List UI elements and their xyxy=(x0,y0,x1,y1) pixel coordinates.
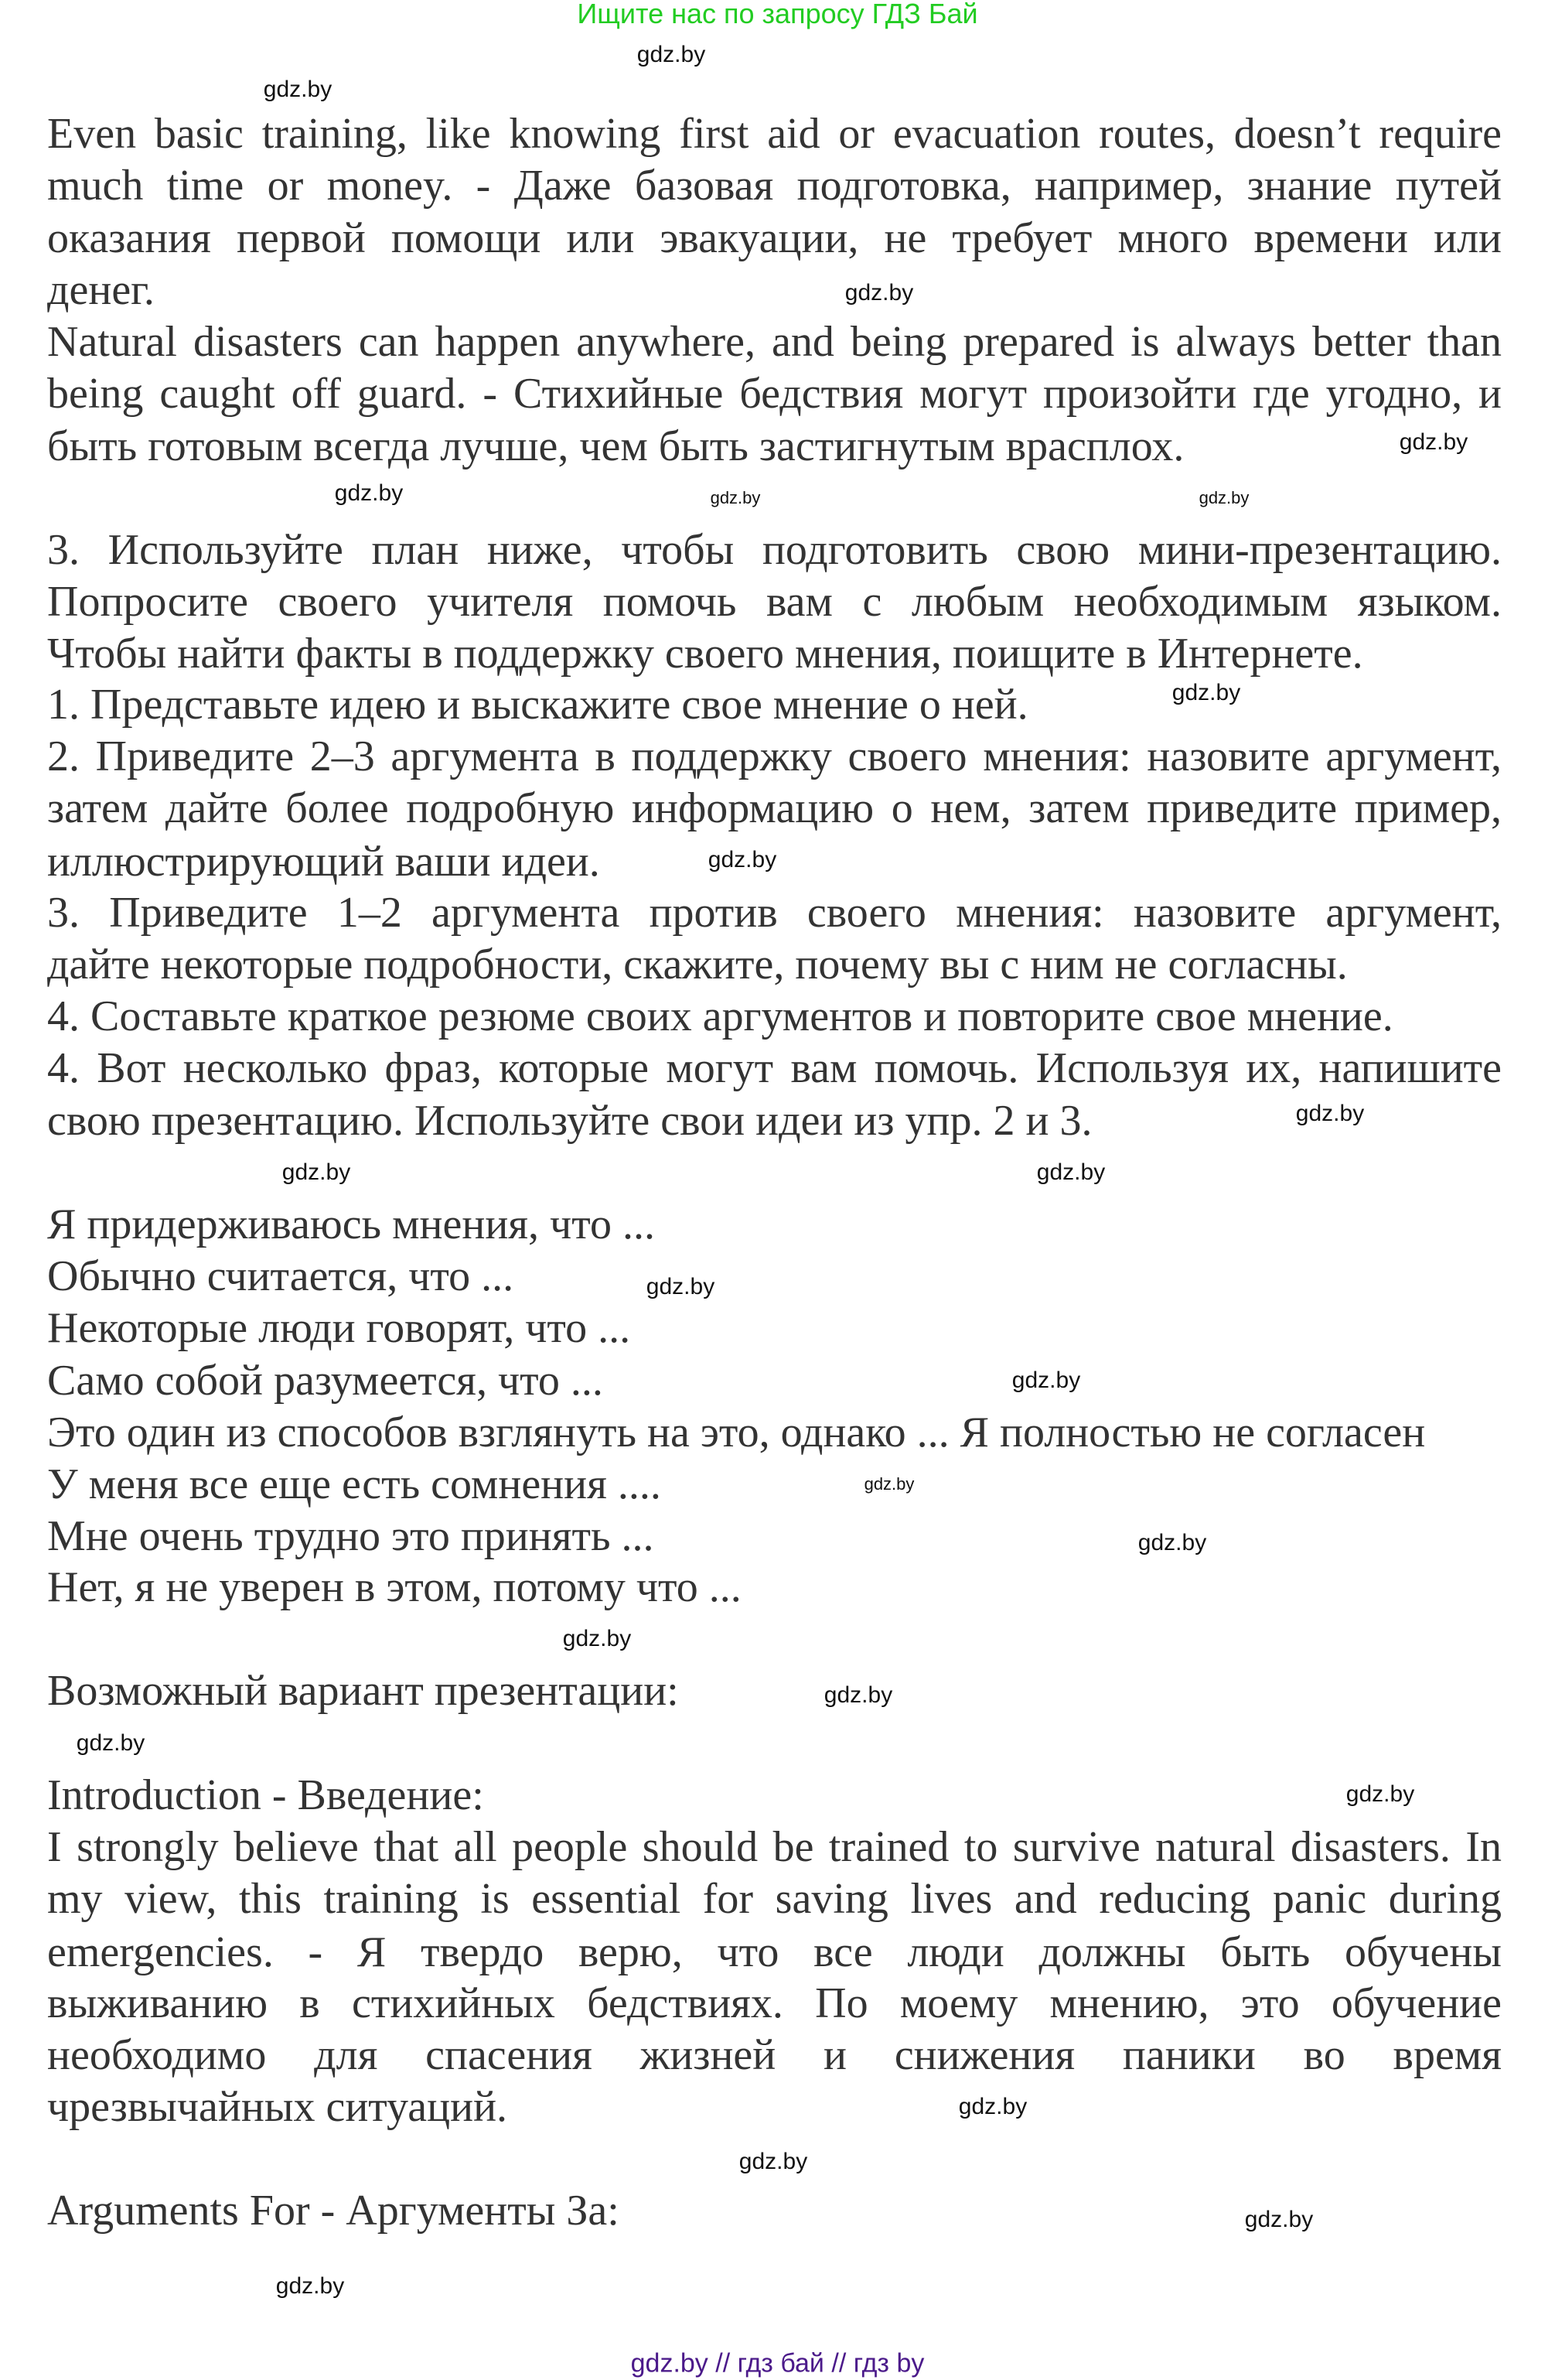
watermark: gdz.by xyxy=(1295,1101,1365,1126)
text-line: Некоторые люди говорят, что ... xyxy=(47,1304,631,1352)
watermark: gdz.by xyxy=(844,280,914,306)
text-line: much time or money. - Даже базовая подготовка, например, знание путей xyxy=(47,162,1502,210)
watermark: gdz.by xyxy=(710,488,761,507)
text-line: 3. Приведите 1–2 аргумента против своего мнения: назовите аргумент, xyxy=(47,889,1502,937)
text-line: свою презентацию. Используйте свои идеи из упр. 2 и 3. xyxy=(47,1097,1093,1145)
watermark: gdz.by xyxy=(636,42,706,67)
text-line: 3. Используйте план ниже, чтобы подготовить свою мини-презентацию. xyxy=(47,526,1502,574)
watermark: gdz.by xyxy=(708,847,777,872)
watermark: gdz.by xyxy=(562,1626,632,1651)
watermark: gdz.by xyxy=(958,2094,1028,2119)
text-line: затем дайте более подробную информацию о нем, затем приведите пример, xyxy=(47,784,1502,832)
text-line: Чтобы найти факты в поддержку своего мнения, поищите в Интернете. xyxy=(47,630,1363,678)
text-line: Natural disasters can happen anywhere, and being prepared is always better than xyxy=(47,318,1502,366)
text-line: Нет, я не уверен в этом, потому что ... xyxy=(47,1563,742,1611)
text-line: my view, this training is essential for saving lives and reducing panic during xyxy=(47,1875,1502,1923)
text-line: чрезвычайных ситуаций. xyxy=(47,2083,508,2131)
text-line: Это один из способов взглянуть на это, однако ... Я полностью не согласен xyxy=(47,1409,1426,1456)
watermark: gdz.by xyxy=(646,1274,715,1299)
text-line: быть готовым всегда лучше, чем быть застигнутым врасплох. xyxy=(47,422,1185,470)
text-line: оказания первой помощи или эвакуации, не требует много времени или xyxy=(47,214,1502,262)
watermark: gdz.by xyxy=(1171,680,1241,705)
watermark: gdz.by xyxy=(281,1159,351,1185)
watermark: gdz.by xyxy=(1244,2207,1314,2232)
watermark: gdz.by xyxy=(1011,1368,1081,1393)
watermark: gdz.by xyxy=(738,2149,808,2174)
text-line: Мне очень трудно это принять ... xyxy=(47,1512,654,1560)
text-line: 1. Представьте идею и выскажите свое мнение о ней. xyxy=(47,681,1028,729)
watermark: gdz.by xyxy=(824,1682,893,1708)
text-line: 2. Приведите 2–3 аргумента в поддержку своего мнения: назовите аргумент, xyxy=(47,732,1502,780)
watermark: gdz.by xyxy=(334,480,404,506)
text-line: Попросите своего учителя помочь вам с любым необходимым языком. xyxy=(47,578,1502,626)
text-line: emergencies. - Я твердо верю, что все люди должны быть обучены xyxy=(47,1928,1502,1976)
watermark: gdz.by xyxy=(1199,488,1250,507)
text-line: Even basic training, like knowing first aid or evacuation routes, doesn’t require xyxy=(47,110,1502,158)
footer-banner[interactable]: gdz.by // гдз бай // гдз by xyxy=(630,2348,925,2378)
text-line: Само собой разумеется, что ... xyxy=(47,1357,603,1405)
watermark: gdz.by xyxy=(1137,1530,1207,1555)
text-line: выживанию в стихийных бедствиях. По моему мнению, это обучение xyxy=(47,1979,1502,2027)
text-line: 4. Вот несколько фраз, которые могут вам помочь. Используя их, напишите xyxy=(47,1044,1502,1092)
watermark: gdz.by xyxy=(1036,1159,1106,1185)
watermark: gdz.by xyxy=(275,2273,345,2299)
search-banner: Ищите нас по запросу ГДЗ Бай xyxy=(577,0,978,29)
text-line: денег. xyxy=(47,266,155,314)
watermark: gdz.by xyxy=(1345,1781,1415,1807)
text-line: Возможный вариант презентации: xyxy=(47,1667,679,1715)
text-line: 4. Составьте краткое резюме своих аргументов и повторите свое мнение. xyxy=(47,992,1393,1040)
watermark: gdz.by xyxy=(263,77,332,102)
text-line: Arguments For - Аргументы За: xyxy=(47,2187,619,2235)
text-line: дайте некоторые подробности, скажите, почему вы с ним не согласны. xyxy=(47,941,1348,989)
text-line: I strongly believe that all people should be trained to survive natural disasters. In xyxy=(47,1823,1502,1871)
watermark: gdz.by xyxy=(1399,429,1468,455)
watermark: gdz.by xyxy=(864,1474,915,1494)
text-line: Обычно считается, что ... xyxy=(47,1252,514,1300)
watermark: gdz.by xyxy=(76,1730,145,1756)
text-line: иллюстрирующий ваши идеи. xyxy=(47,838,600,886)
text-line: being caught off guard. - Стихийные бедствия могут произойти где угодно, и xyxy=(47,370,1502,418)
text-line: Introduction - Введение: xyxy=(47,1771,484,1819)
text-line: У меня все еще есть сомнения .... xyxy=(47,1460,661,1508)
text-line: Я придерживаюсь мнения, что ... xyxy=(47,1200,655,1248)
text-line: необходимо для спасения жизней и снижения паники во время xyxy=(47,2031,1502,2079)
